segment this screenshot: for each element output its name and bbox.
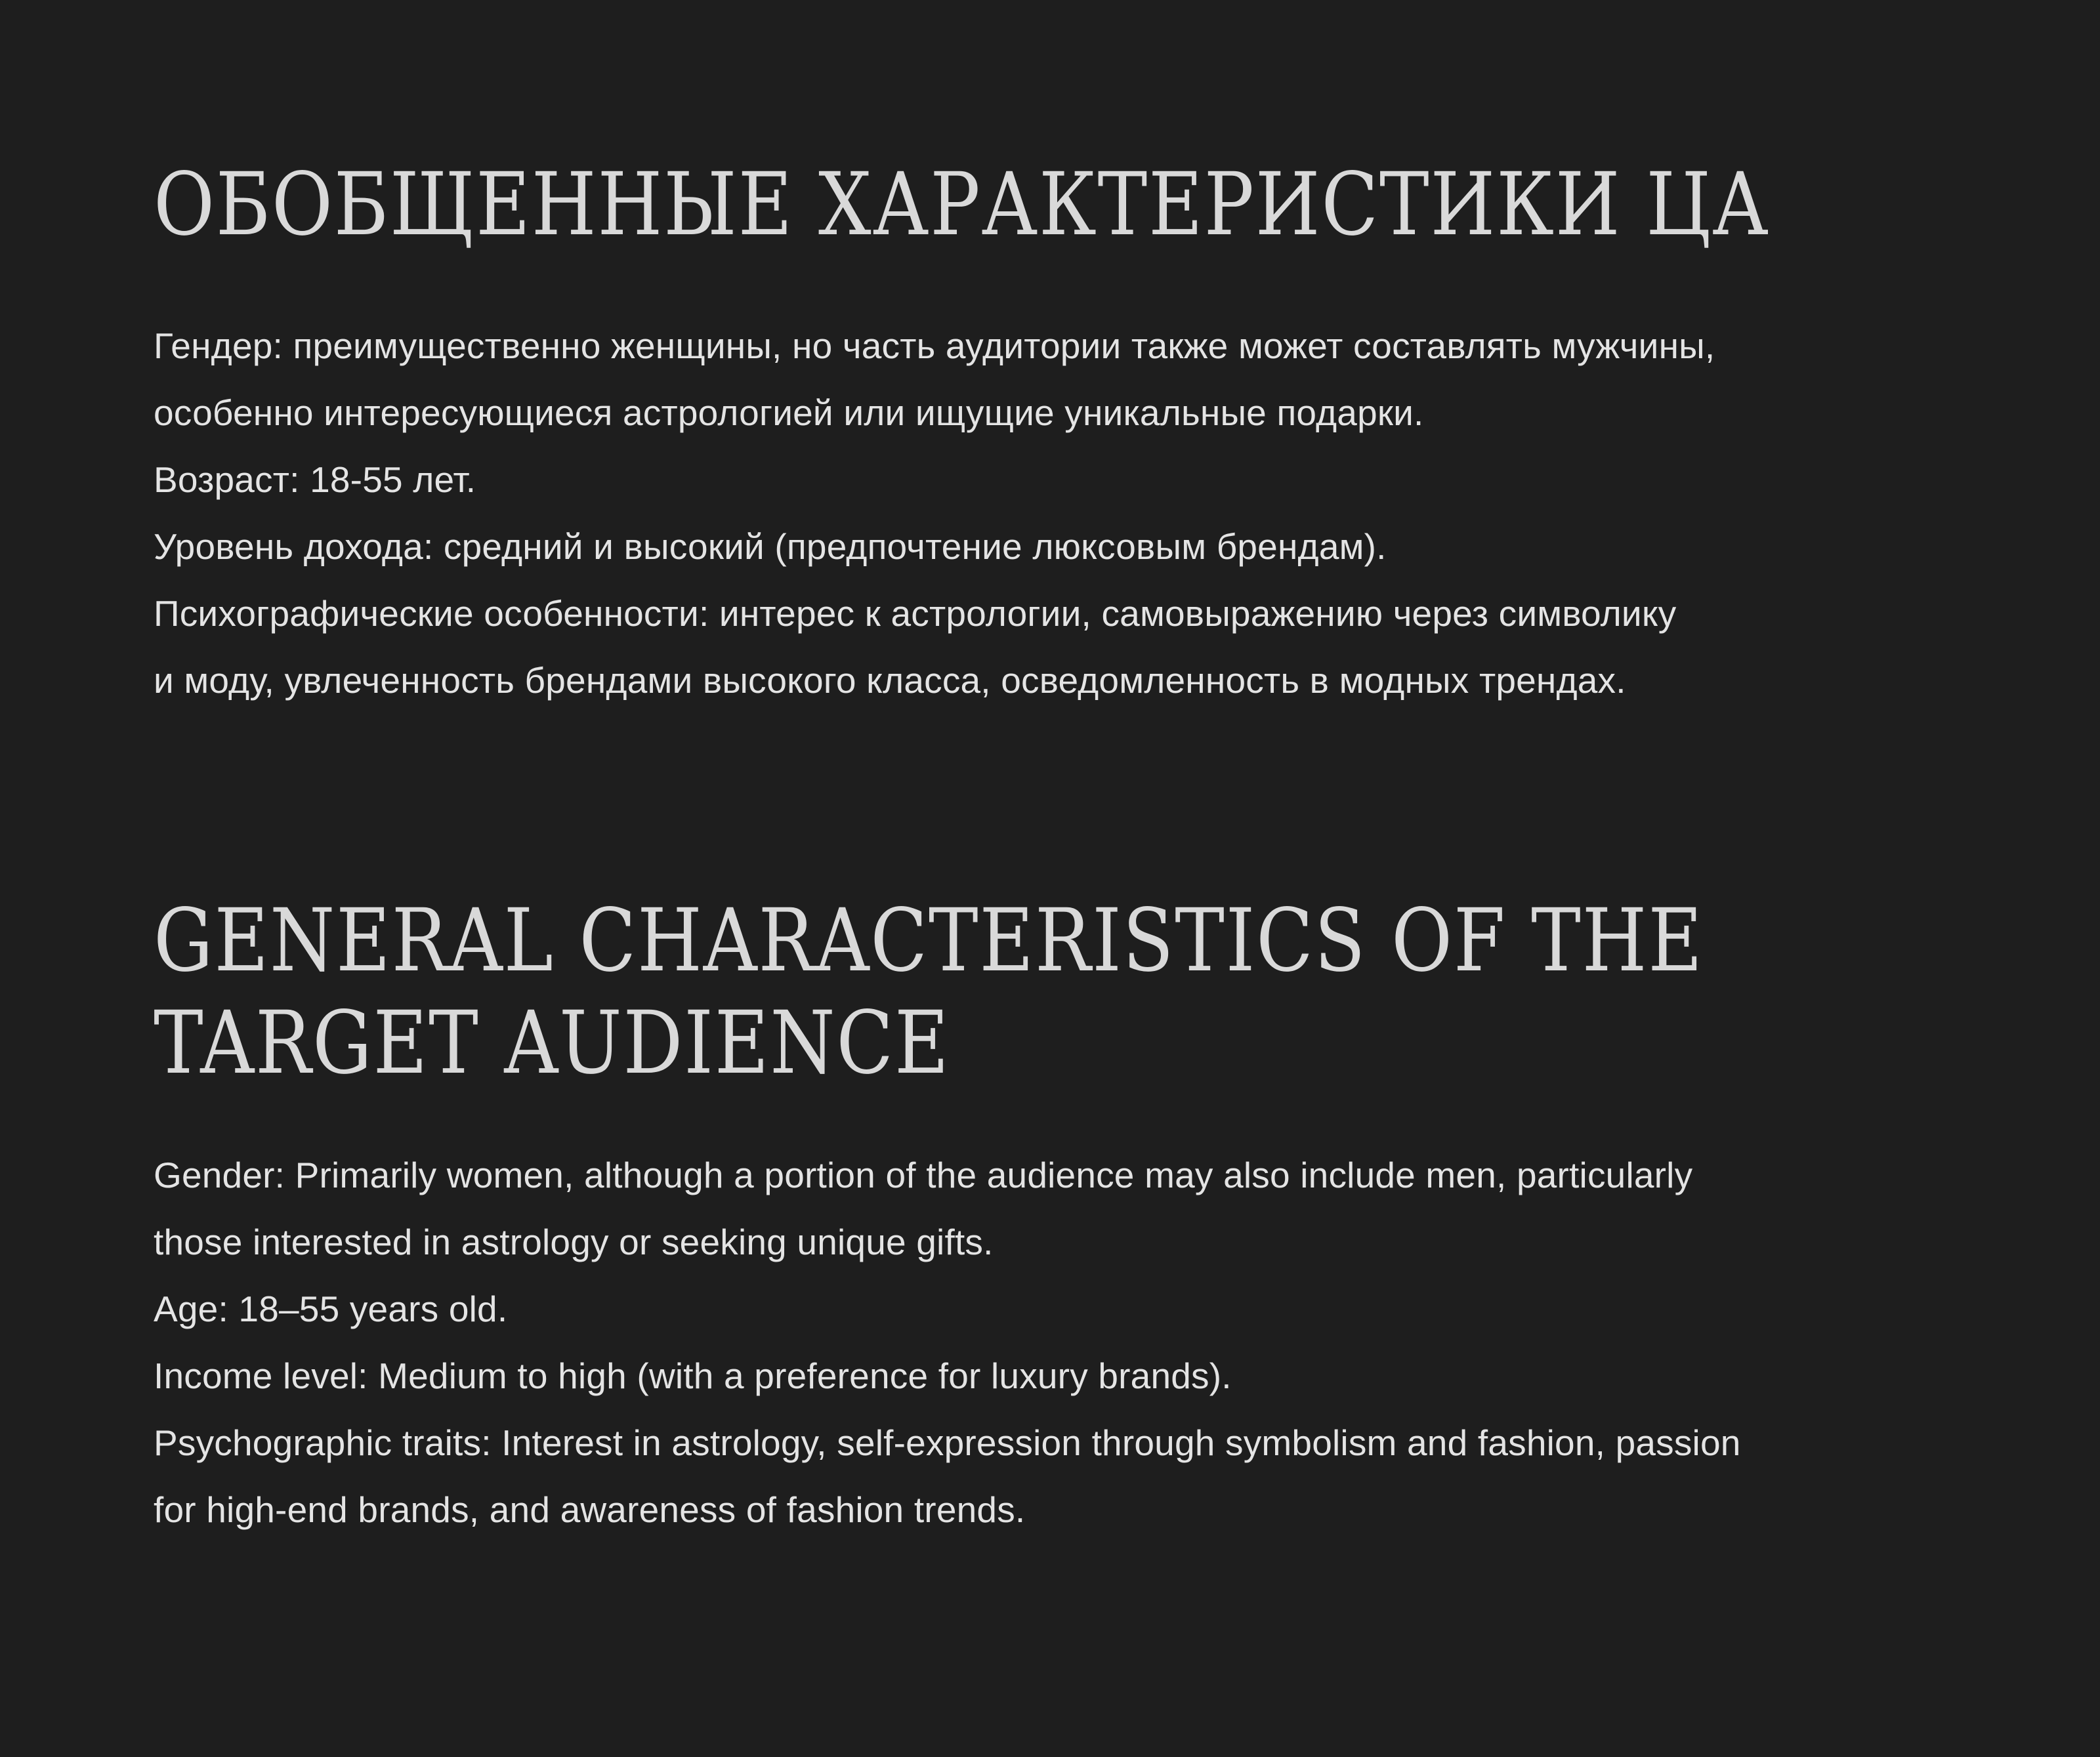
paragraph-english [154,1142,1939,1543]
paragraph-line: Gender: Primarily women, although a portion of the audience may also include men, particularly [154,1155,1693,1195]
paragraph-line: Income level: Medium to high (with a preference for luxury brands). [154,1355,1232,1396]
paragraph-line: those interested in astrology or seeking unique gifts. [154,1222,994,1262]
paragraph-line: Уровень дохода: средний и высокий (предпочтение люксовым брендам). [154,526,1387,567]
paragraph-line: особенно интересующиеся астрологией или ищущие уникальные подарки. [154,392,1424,433]
heading-line: GENERAL CHARACTERISTICS OF THE [154,890,1704,991]
paragraph-line: Age: 18–55 years old. [154,1289,508,1329]
paragraph-russian [154,312,1939,714]
paragraph-line: Психографические особенности: интерес к астрологии, самовыражению через символику [154,593,1677,634]
paragraph-line: Возраст: 18-55 лет. [154,459,476,500]
paragraph-line: Гендер: преимущественно женщины, но часть аудитории также может составлять мужчины, [154,325,1715,366]
heading-russian: ОБОБЩЕННЫЕ ХАРАКТЕРИСТИКИ ЦА [154,154,1770,255]
section-russian [154,152,1939,714]
heading-line: TARGET AUDIENCE [154,993,950,1094]
paragraph-line: и моду, увлеченность брендами высокого класса, осведомленность в модных трендах. [154,660,1626,701]
section-english [154,890,1939,1543]
heading-english [154,890,1790,1094]
paragraph-line: for high-end brands, and awareness of fashion trends. [154,1489,1026,1530]
paragraph-line: Psychographic traits: Interest in astrology, self-expression through symbolism and fashion, passion [154,1422,1741,1463]
